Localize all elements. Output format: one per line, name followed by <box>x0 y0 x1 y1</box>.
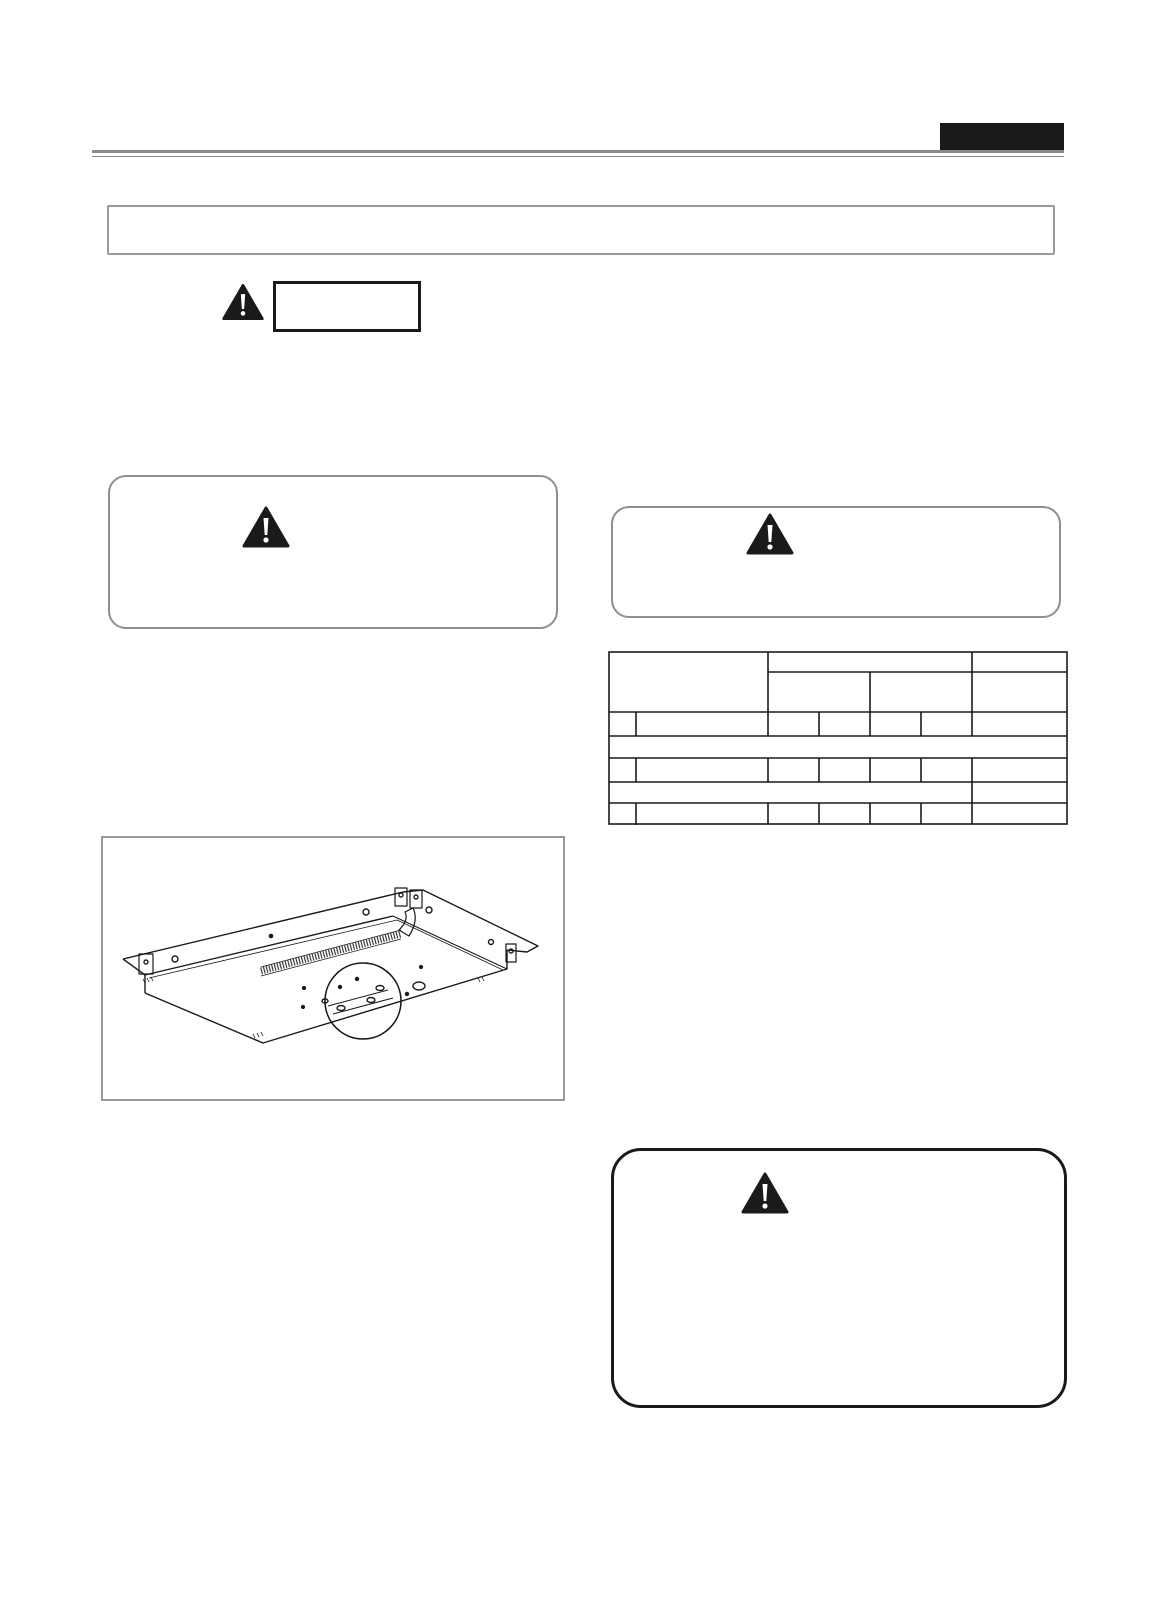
warning-triangle-icon <box>241 505 291 549</box>
unit-base-illustration <box>103 838 563 1099</box>
header-rule <box>92 150 1064 153</box>
warning-triangle-icon <box>221 282 265 322</box>
figure-frame <box>101 836 565 1101</box>
warning-triangle-icon <box>745 512 795 556</box>
caution-notice-right <box>611 506 1061 618</box>
signal-word-box <box>273 281 421 332</box>
spec-table <box>608 651 1068 827</box>
caution-notice-left <box>108 475 558 629</box>
header-rule-thin <box>92 156 1064 157</box>
caution-notice-bottom <box>611 1148 1067 1408</box>
warning-triangle-icon <box>740 1171 790 1215</box>
section-title-box <box>107 205 1055 255</box>
header-tab <box>940 123 1064 150</box>
